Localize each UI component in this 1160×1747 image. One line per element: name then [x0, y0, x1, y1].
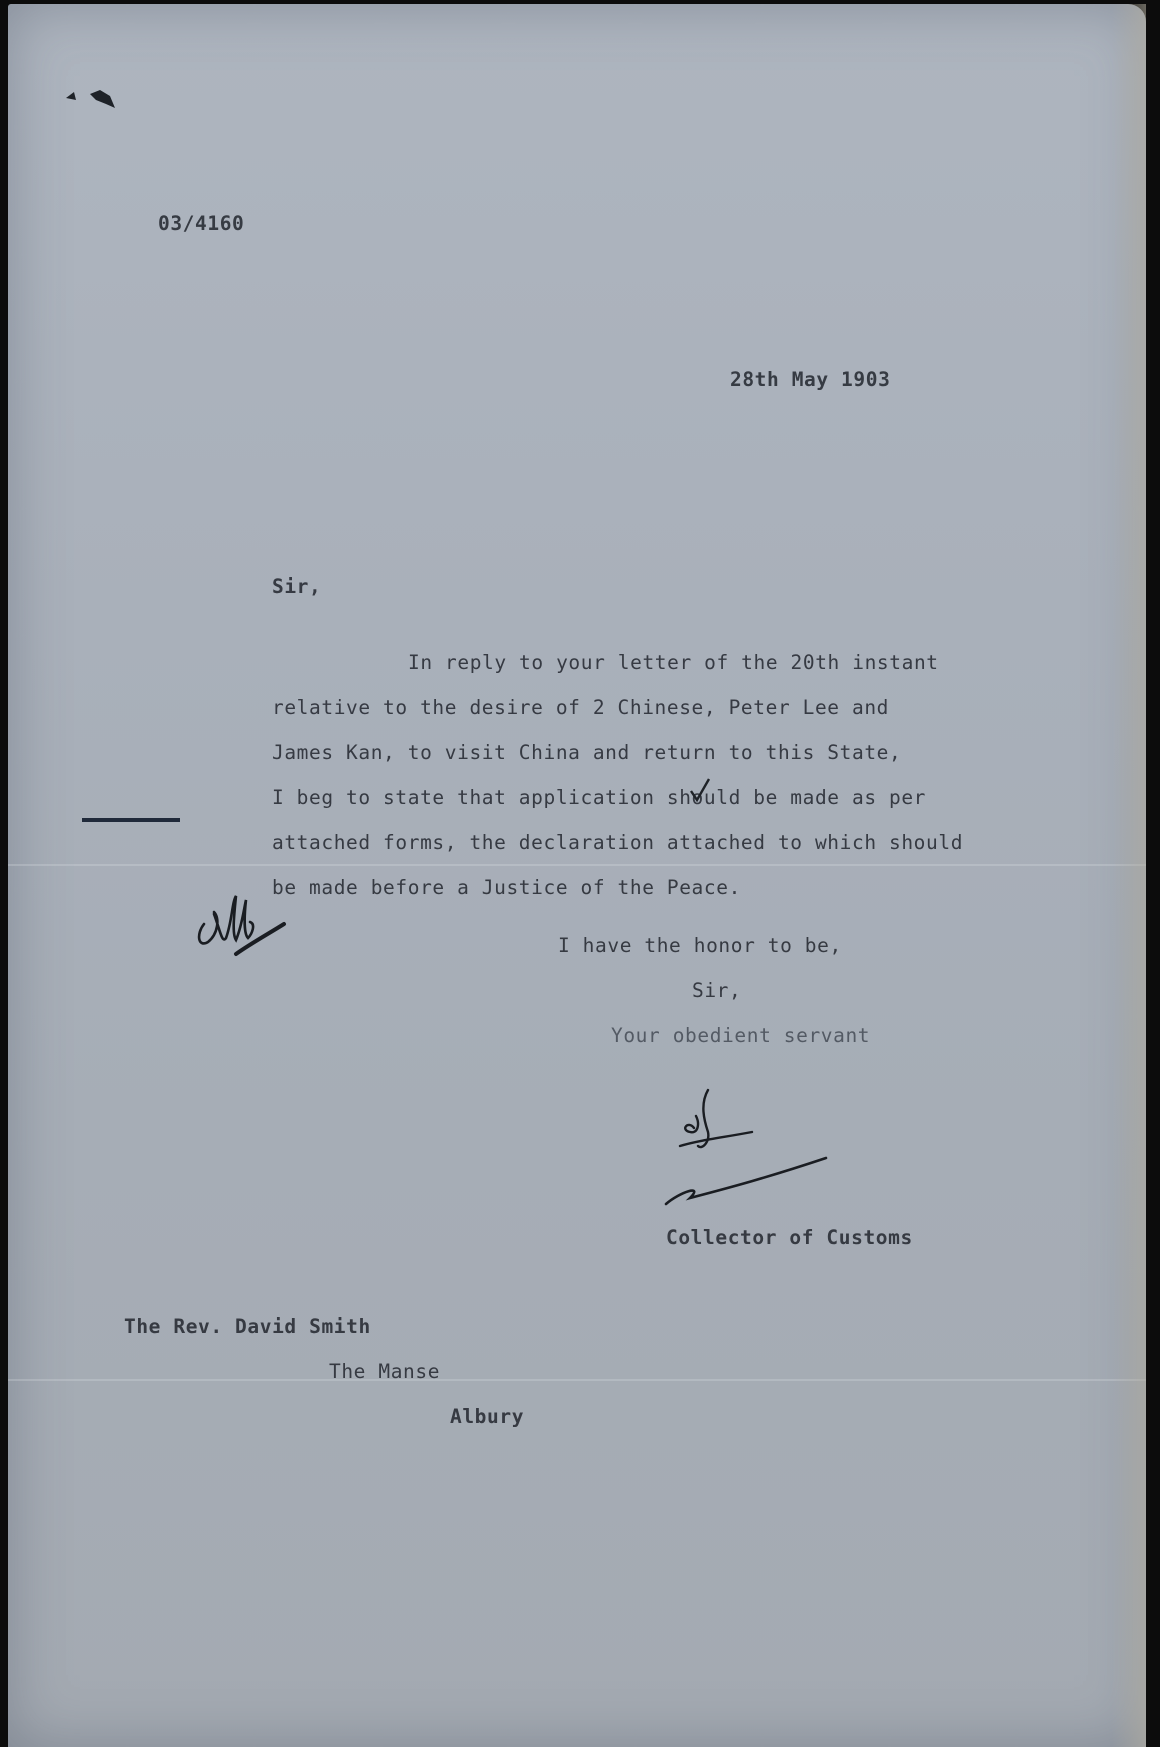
salutation: Sir,	[272, 575, 322, 598]
addressee-name: The Rev. David Smith	[124, 1315, 371, 1338]
body-line: In reply to your letter of the 20th instant	[408, 651, 939, 674]
ink-blot-mark	[60, 82, 120, 118]
closing-line-1: I have the honor to be,	[558, 934, 842, 957]
closing-line-2: Sir,	[692, 979, 742, 1002]
body-line: be made before a Justice of the Peace.	[272, 876, 741, 899]
addressee-town: Albury	[450, 1405, 525, 1428]
margin-initials	[190, 882, 290, 962]
closing-line-3: Your obedient servant	[611, 1024, 871, 1047]
fold-line	[8, 1379, 1146, 1381]
margin-rule	[82, 818, 180, 822]
body-line: attached forms, the declaration attached to which should	[272, 831, 964, 854]
body-line: I beg to state that application should be made as per	[272, 786, 927, 809]
tick-mark	[688, 776, 712, 804]
signatory-title: Collector of Customs	[666, 1226, 913, 1249]
body-line: relative to the desire of 2 Chinese, Peter Lee and	[272, 696, 889, 719]
letter-date: 28th May 1903	[730, 368, 891, 391]
signature	[660, 1080, 830, 1210]
addressee-street: The Manse	[329, 1360, 441, 1383]
body-line: James Kan, to visit China and return to this State,	[272, 741, 902, 764]
letter-body	[272, 640, 963, 910]
reference-number: 03/4160	[158, 212, 245, 235]
